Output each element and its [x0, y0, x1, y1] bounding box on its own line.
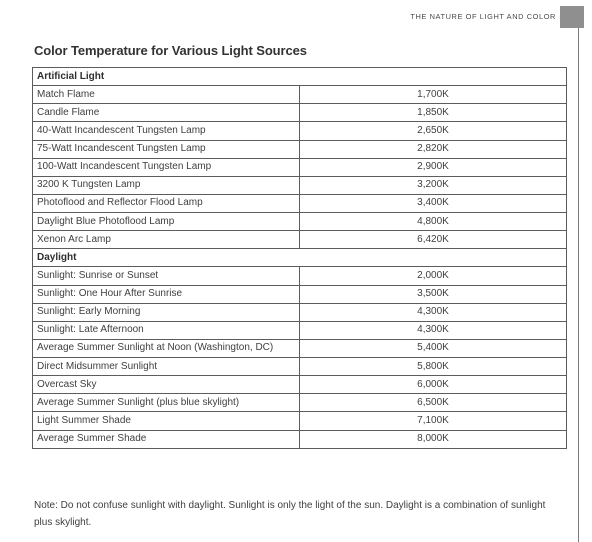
table-row: [33, 430, 567, 448]
table-row: [33, 122, 567, 140]
light-source-cell: 3200 K Tungsten Lamp: [33, 176, 300, 194]
running-head: THE NATURE OF LIGHT AND COLOR: [410, 12, 556, 21]
temperature-cell: 8,000K: [300, 430, 567, 448]
table-row: [33, 412, 567, 430]
table-row: [33, 176, 567, 194]
margin-rule: [578, 28, 579, 542]
table-row: [33, 213, 567, 231]
table-row: [33, 358, 567, 376]
light-source-cell: Daylight Blue Photoflood Lamp: [33, 213, 300, 231]
temperature-cell: 2,650K: [300, 122, 567, 140]
section-heading: Artificial Light: [33, 68, 567, 86]
temperature-cell: 6,420K: [300, 231, 567, 249]
light-source-cell: Average Summer Sunlight (plus blue skylight): [33, 394, 300, 412]
table-title: Color Temperature for Various Light Sources: [34, 43, 307, 58]
temperature-cell: 4,300K: [300, 303, 567, 321]
temperature-cell: 2,900K: [300, 158, 567, 176]
temperature-cell: 3,400K: [300, 194, 567, 212]
table-row: [33, 104, 567, 122]
table-row: [33, 321, 567, 339]
temperature-cell: 1,700K: [300, 86, 567, 104]
light-source-cell: Sunlight: Late Afternoon: [33, 321, 300, 339]
temperature-cell: 6,500K: [300, 394, 567, 412]
temperature-cell: 3,500K: [300, 285, 567, 303]
footnote: Note: Do not confuse sunlight with daylight. Sunlight is only the light of the sun. Daylight is a combination of sunlight plus skylight.: [34, 500, 546, 528]
page-corner-tab: [560, 6, 584, 28]
temperature-cell: 4,800K: [300, 213, 567, 231]
table-row: [33, 231, 567, 249]
light-source-cell: 40-Watt Incandescent Tungsten Lamp: [33, 122, 300, 140]
section-header-row: [33, 68, 567, 86]
temperature-cell: 5,400K: [300, 339, 567, 357]
table-row: [33, 285, 567, 303]
light-source-cell: Match Flame: [33, 86, 300, 104]
table-row: [33, 158, 567, 176]
table-row: [33, 194, 567, 212]
table-row: [33, 376, 567, 394]
temperature-cell: 2,000K: [300, 267, 567, 285]
temperature-cell: 1,850K: [300, 104, 567, 122]
light-source-cell: Average Summer Shade: [33, 430, 300, 448]
light-source-cell: 100-Watt Incandescent Tungsten Lamp: [33, 158, 300, 176]
light-source-cell: Average Summer Sunlight at Noon (Washington, DC): [33, 339, 300, 357]
color-temperature-table: [32, 67, 567, 449]
light-source-cell: Overcast Sky: [33, 376, 300, 394]
temperature-cell: 6,000K: [300, 376, 567, 394]
light-source-cell: Photoflood and Reflector Flood Lamp: [33, 194, 300, 212]
light-source-cell: Xenon Arc Lamp: [33, 231, 300, 249]
table-row: [33, 267, 567, 285]
light-source-cell: Sunlight: One Hour After Sunrise: [33, 285, 300, 303]
temperature-cell: 5,800K: [300, 358, 567, 376]
table-row: [33, 140, 567, 158]
section-heading: Daylight: [33, 249, 567, 267]
light-source-cell: Light Summer Shade: [33, 412, 300, 430]
temperature-cell: 2,820K: [300, 140, 567, 158]
section-header-row: [33, 249, 567, 267]
table-row: [33, 394, 567, 412]
table-row: [33, 86, 567, 104]
light-source-cell: Candle Flame: [33, 104, 300, 122]
table-row: [33, 303, 567, 321]
temperature-cell: 4,300K: [300, 321, 567, 339]
table-row: [33, 339, 567, 357]
light-source-cell: Sunlight: Sunrise or Sunset: [33, 267, 300, 285]
temperature-cell: 3,200K: [300, 176, 567, 194]
light-source-cell: Sunlight: Early Morning: [33, 303, 300, 321]
temperature-cell: 7,100K: [300, 412, 567, 430]
light-source-cell: 75-Watt Incandescent Tungsten Lamp: [33, 140, 300, 158]
light-source-cell: Direct Midsummer Sunlight: [33, 358, 300, 376]
